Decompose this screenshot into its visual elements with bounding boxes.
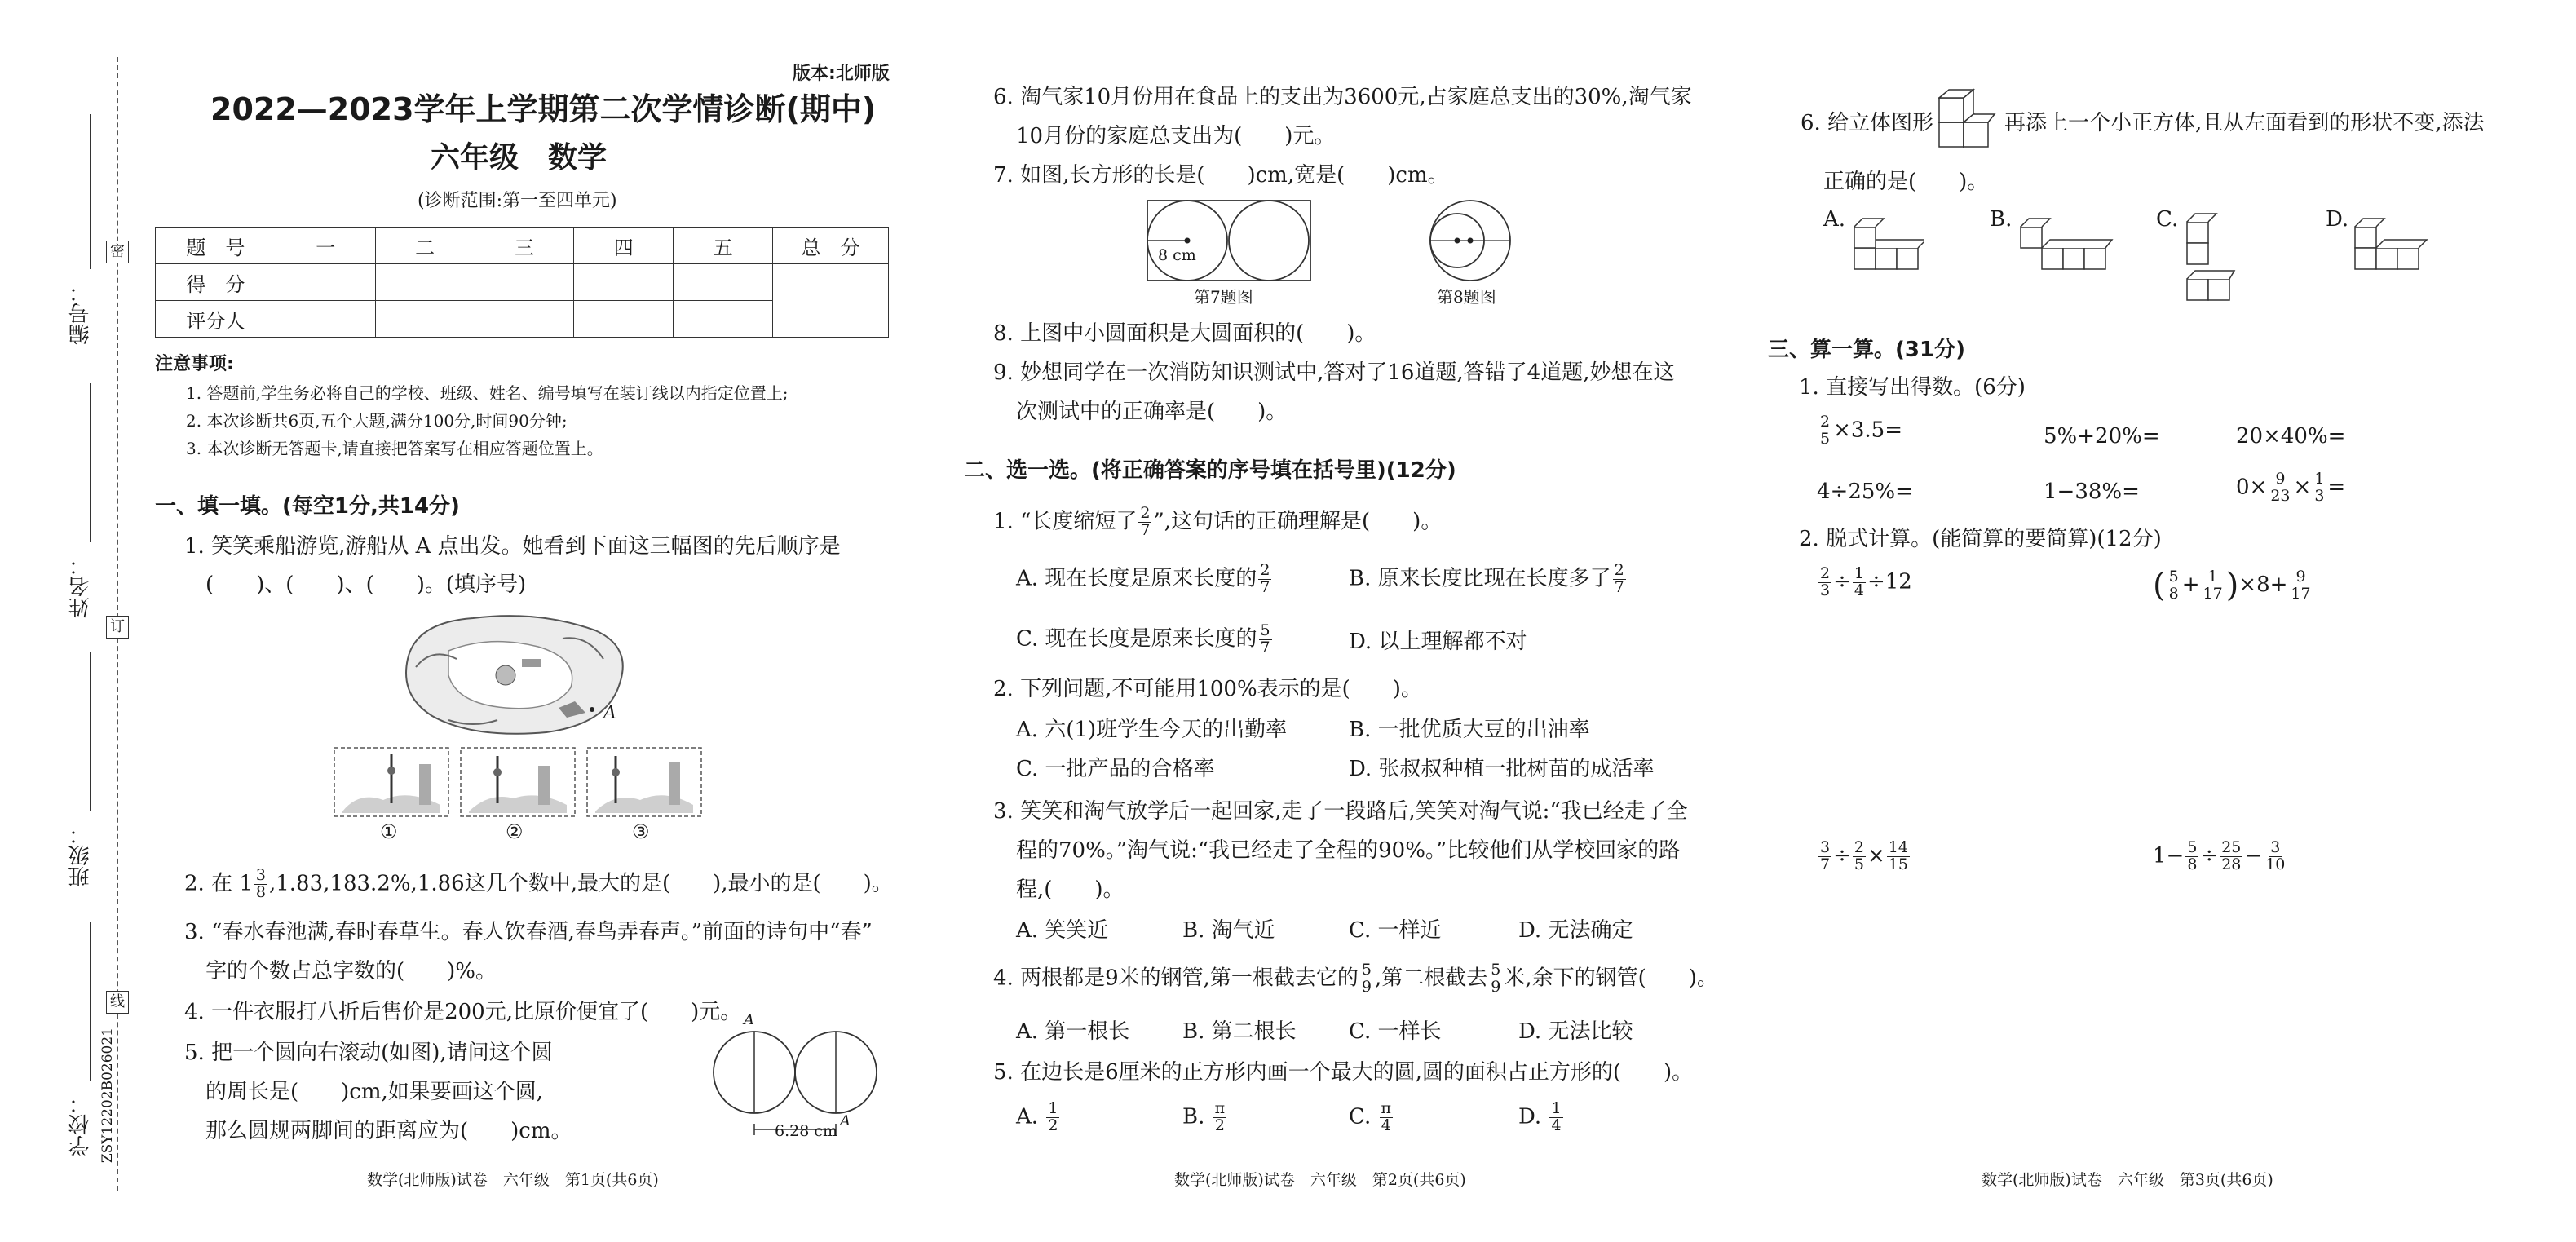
footer-page2: 数学(北师版)试卷 六年级 第2页(共6页) [1174, 1171, 1466, 1189]
fig8-nested-circles [1429, 199, 1512, 282]
footer-page1: 数学(北师版)试卷 六年级 第1页(共6页) [367, 1171, 659, 1189]
p2-q2-option-d[interactable]: D. 张叔叔种植一批树苗的成活率 [1349, 757, 1655, 781]
p2-q3-line1: 3. 笑笑和淘气放学后一起回家,走了一段路后,笑笑对淘气说:“我已经走了全 [993, 799, 1688, 824]
fig8-caption: 第8题图 [1437, 287, 1496, 307]
view-label-1: ① [380, 820, 398, 843]
cube-option-c-icon [2184, 210, 2265, 308]
grader-row-label: 评分人 [156, 301, 276, 338]
seal-char-xian: 线 [106, 991, 129, 1014]
grader-cell[interactable] [674, 301, 773, 338]
p1-q6-line2: 10月份的家庭总支出为( )元。 [1016, 124, 1336, 148]
score-header-total: 总 分 [773, 228, 889, 264]
footer-page3: 数学(北师版)试卷 六年级 第3页(共6页) [1982, 1171, 2273, 1189]
score-cell[interactable] [375, 264, 475, 301]
p1-q9-line1: 9. 妙想同学在一次消防知识测试中,答对了16道题,答错了4道题,妙想在这 [993, 360, 1675, 385]
p3-q6-option-a-label[interactable]: A. [1823, 207, 1846, 232]
score-cell[interactable] [475, 264, 574, 301]
score-header-label: 题 号 [156, 228, 276, 264]
p2-q1-option-a[interactable]: A. 现在长度是原来长度的 $\frac{2}{7}$ [1016, 561, 1270, 596]
part2-heading: 二、选一选。(将正确答案的序号填在括号里)(12分) [964, 458, 1456, 483]
p2-q3-line3: 程,( )。 [1016, 877, 1125, 902]
p2-q1-option-b[interactable]: B. 原来长度比现在长度多了 $\frac{2}{7}$ [1349, 561, 1624, 596]
circle-point-a-right: A [840, 1112, 851, 1129]
p2-q3-option-a[interactable]: A. 笑笑近 [1016, 918, 1109, 943]
number-label: 编号： [68, 281, 93, 345]
p2-q3-option-b[interactable]: B. 淘气近 [1182, 918, 1275, 943]
p1-q7: 7. 如图,长方形的长是( )cm,宽是( )cm。 [993, 163, 1449, 188]
version-label: 版本:北师版 [793, 64, 890, 84]
notes-title: 注意事项: [155, 354, 234, 374]
view-picture-1 [334, 748, 448, 816]
p1-q6-line1: 6. 淘气家10月份用在食品上的支出为3600元,占家庭总支出的30%,淘气家 [993, 85, 1692, 109]
view-pictures [334, 746, 718, 820]
name-field[interactable] [90, 383, 91, 542]
p2-q5-option-b[interactable]: B. $\frac{\pi}{2}$ [1182, 1099, 1226, 1134]
cube-option-b-icon [2017, 210, 2115, 276]
school-label: 学校： [68, 1093, 93, 1156]
p2-q2-option-b[interactable]: B. 一批优质大豆的出油率 [1349, 718, 1590, 742]
score-cell[interactable] [674, 264, 773, 301]
map-point-a: A [603, 703, 616, 723]
p2-q3-option-d[interactable]: D. 无法确定 [1518, 918, 1633, 943]
score-cell[interactable] [276, 264, 375, 301]
score-row-label: 得 分 [156, 264, 276, 301]
view-picture-3 [587, 748, 701, 816]
p1-q3-line2: 字的个数占总字数的( )%。 [205, 959, 497, 983]
p2-q3-line2: 程的70%。”淘气说:“我已经走了全程的90%。”比较他们从学校回家的路 [1016, 838, 1681, 863]
p2-q6-part-b: 再添上一个小正方体,且从左面看到的形状不变,添法 [2004, 111, 2485, 135]
score-table [155, 227, 889, 338]
p3-q6-option-c-label[interactable]: C. [2156, 207, 2179, 232]
exam-title: 2022—2023学年上学期第二次学情诊断(期中) [210, 91, 877, 127]
calc-1: $\frac{2}{5}$ ×3.5= [1820, 413, 1903, 448]
score-cell[interactable] [574, 264, 674, 301]
score-header-3: 三 [475, 228, 574, 264]
view-picture-2 [461, 748, 575, 816]
expr-1: $\frac{2}{3}$ ÷ $\frac{1}{4}$ ÷12 [1820, 564, 1912, 599]
p1-q5-line3: 那么圆规两脚间的距离应为( )cm。 [205, 1119, 572, 1143]
lake-map-image [400, 610, 636, 740]
fig7-label: 8 cm [1158, 246, 1196, 264]
expr-4: 1− $\frac{5}{8}$ ÷ $\frac{25}{28}$ − $\frac{3}{10}$ [2153, 838, 2286, 873]
p1-q1-line2: ( )、( )、( )。(填序号) [205, 572, 527, 597]
p2-q5-option-d[interactable]: D. $\frac{1}{4}$ [1518, 1099, 1562, 1134]
p2-q5-option-a[interactable]: A. $\frac{1}{2}$ [1016, 1099, 1058, 1134]
p2-q5-option-c[interactable]: C. $\frac{\pi}{4}$ [1349, 1099, 1391, 1134]
cube-option-d-icon [2352, 210, 2441, 284]
seal-char-ding: 订 [106, 616, 129, 639]
p1-q8: 8. 上图中小圆面积是大圆面积的( )。 [993, 321, 1376, 346]
solid-figure-icon [1931, 82, 1996, 155]
p2-q2-option-c[interactable]: C. 一批产品的合格率 [1016, 757, 1215, 781]
p2-q6-line2: 正确的是( )。 [1823, 170, 1989, 194]
p2-q4-option-c[interactable]: C. 一样长 [1349, 1019, 1442, 1044]
part1-heading: 一、填一填。(每空1分,共14分) [155, 494, 460, 519]
expr-3: $\frac{3}{7}$ ÷ $\frac{2}{5}$ × $\frac{14}{15}$ [1820, 838, 1908, 873]
part3-sub2: 2. 脱式计算。(能简算的要简算)(12分) [1799, 527, 2162, 551]
p1-q3-line1: 3. “春水春池满,春时春草生。春人饮春酒,春鸟弄春声。”前面的诗句中“春” [184, 920, 873, 944]
view-label-3: ③ [632, 820, 650, 843]
grader-cell[interactable] [375, 301, 475, 338]
grader-cell[interactable] [475, 301, 574, 338]
note-item: 3. 本次诊断无答题卡,请直接把答案写在相应答题位置上。 [186, 439, 603, 458]
p2-q1: 1. “长度缩短了 $\frac{2}{7}$ ”,这句话的正确理解是( )。 [993, 504, 1443, 539]
note-item: 2. 本次诊断共6页,五个大题,满分100分,时间90分钟; [186, 411, 568, 431]
class-field[interactable] [90, 652, 91, 811]
paper-code: ZSY12202B026021 [99, 1028, 116, 1164]
part3-sub1: 1. 直接写出得数。(6分) [1799, 375, 2026, 400]
exam-scope: (诊断范围:第一至四单元) [418, 191, 617, 211]
score-header-1: 一 [276, 228, 375, 264]
cube-option-a-icon [1851, 210, 1924, 276]
number-field[interactable] [90, 114, 91, 269]
calc-2: 5%+20%= [2044, 424, 2160, 449]
p3-q6-option-d-label[interactable]: D. [2326, 207, 2349, 232]
note-item: 1. 答题前,学生务必将自己的学校、班级、姓名、编号填写在装订线以内指定位置上; [186, 383, 789, 403]
score-header-2: 二 [375, 228, 475, 264]
grader-cell[interactable] [276, 301, 375, 338]
p2-q1-option-c[interactable]: C. 现在长度是原来长度的 $\frac{5}{7}$ [1016, 621, 1270, 656]
total-score-cell[interactable] [773, 264, 889, 338]
calc-3: 20×40%= [2236, 424, 2346, 449]
grader-cell[interactable] [574, 301, 674, 338]
p2-q2-option-a[interactable]: A. 六(1)班学生今天的出勤率 [1016, 718, 1288, 742]
score-header-5: 五 [674, 228, 773, 264]
calc-4: 4÷25%= [1817, 480, 1913, 504]
p1-q1-line1: 1. 笑笑乘船游览,游船从 A 点出发。她看到下面这三幅图的先后顺序是 [184, 534, 841, 559]
p2-q6-part-a: 6. 给立体图形 [1801, 111, 1934, 135]
p2-q4-option-b[interactable]: B. 第二根长 [1182, 1019, 1297, 1044]
p1-q2: 2. 在 1 $\frac{3}{8}$ ,1.83,183.2%,1.86这几个数中,最大的是( ),最小的是( )。 [184, 866, 893, 901]
fig7-rectangle-circles [1146, 199, 1313, 285]
p1-q5-line2: 的周长是( )cm,如果要画这个圆, [205, 1080, 544, 1104]
part3-heading: 三、算一算。(31分) [1768, 338, 1965, 362]
p2-q3-option-c[interactable]: C. 一样近 [1349, 918, 1442, 943]
p2-q4-option-d[interactable]: D. 无法比较 [1518, 1019, 1633, 1044]
fig7-caption: 第7题图 [1194, 287, 1253, 307]
p3-q6-option-b-label[interactable]: B. [1990, 207, 2013, 232]
calc-5: 1−38%= [2044, 480, 2140, 504]
class-label: 班级： [68, 824, 93, 887]
p2-q4-option-a[interactable]: A. 第一根长 [1016, 1019, 1130, 1044]
calc-6: 0× $\frac{9}{23}$ × $\frac{1}{3}$ = [2236, 470, 2346, 505]
p2-q4: 4. 两根都是9米的钢管,第一根截去它的 $\frac{5}{9}$ ,第二根截去 $\frac{5}{9}$ 米,余下的钢管( )。 [993, 961, 1718, 996]
p2-q5: 5. 在边长是6厘米的正方形内画一个最大的圆,圆的面积占正方形的( )。 [993, 1060, 1694, 1085]
expr-2: ( $\frac{5}{8}$ + $\frac{1}{17}$ )×8+ $\frac{9}{17}$ [2153, 567, 2311, 604]
exam-subtitle: 六年级 数学 [431, 141, 608, 175]
seal-char-mi: 密 [106, 241, 129, 263]
p1-q5-line1: 5. 把一个圆向右滚动(如图),请问这个圆 [184, 1041, 553, 1065]
view-label-2: ② [506, 820, 524, 843]
name-label: 姓名： [68, 555, 93, 618]
circle-roll-length: 6.28 cm [775, 1122, 838, 1140]
p1-q9-line2: 次测试中的正确率是( )。 [1016, 400, 1288, 424]
p2-q1-option-d[interactable]: D. 以上理解都不对 [1349, 630, 1527, 654]
circle-point-a-left: A [744, 1011, 754, 1028]
school-field[interactable] [90, 922, 91, 1081]
p1-q4: 4. 一件衣服打八折后售价是200元,比原价便宜了( )元。 [184, 1000, 742, 1024]
p2-q2: 2. 下列问题,不可能用100%表示的是( )。 [993, 677, 1422, 701]
score-header-4: 四 [574, 228, 674, 264]
